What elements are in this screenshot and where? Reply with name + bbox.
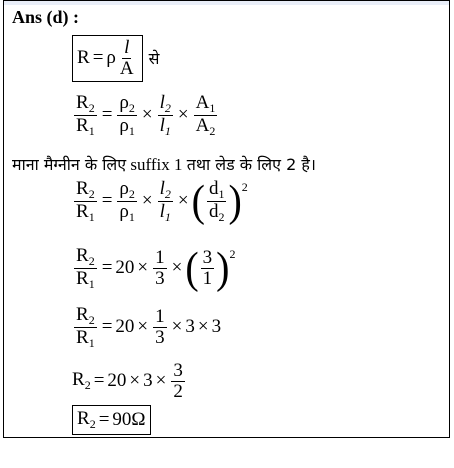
eq2-l: $\frac{l_2}{l_1}$ (159, 92, 171, 138)
eq1-rho: ρ (106, 47, 116, 69)
text-part3: तथा लेड के लिए 2 है। (186, 155, 316, 174)
eq1-den: A (119, 57, 134, 79)
answer-label: Ans (d) : (12, 7, 80, 27)
text-part1: माना मैग्नीन के लिए (12, 155, 127, 174)
explanation-text (12, 153, 316, 175)
resistance-formula-box (72, 35, 143, 82)
final-value: 90Ω (112, 409, 146, 430)
eq4-factor: 20 (115, 257, 135, 279)
eq2-r: $\frac{R_2}{R_1}$ (76, 92, 95, 138)
numeric-equation-2: $\frac{R_2}{R_1}$ = 20 × $\frac{1}{3}$ × 3 × 3 (76, 304, 222, 350)
final-answer: $R_2$ = 90Ω (72, 405, 151, 435)
eq1-fraction (118, 38, 136, 79)
ratio-equation: $\frac{R_2}{R_1}$ = $\frac{\rho_2}{\rho_1}$ × $\frac{l_2}{l_1}$ × $\frac{A_1}{A_2}$ (76, 92, 216, 138)
numeric-equation-1: $\frac{R_2}{R_1}$ = 20 × $\frac{1}{3}$ × ( $\frac{3}{1}$ ) $^2$ (76, 242, 236, 293)
eq1-suffix: से (148, 49, 160, 69)
eq2-rho: $\frac{\rho_2}{\rho_1}$ (119, 92, 135, 138)
eq1-num: l (124, 37, 130, 58)
numeric-equation-3: $R_2$ = 20 × 3 × $\frac{3}{2}$ (72, 360, 183, 402)
formula-resistance (72, 35, 159, 82)
eq2-a: $\frac{A_1}{A_2}$ (195, 92, 216, 138)
eq1-lhs: R (77, 47, 90, 69)
top-strip (4, 1, 449, 5)
diameter-equation: $\frac{R_2}{R_1}$ = $\frac{\rho_2}{\rho_1}$ × $\frac{l_2}{l_1}$ × ( $\frac{d_1}{d_2}$ ) $^2$ (76, 175, 248, 226)
answer-panel (3, 0, 450, 438)
text-part2: suffix 1 (130, 155, 183, 174)
eq1-equals: = (92, 47, 104, 69)
